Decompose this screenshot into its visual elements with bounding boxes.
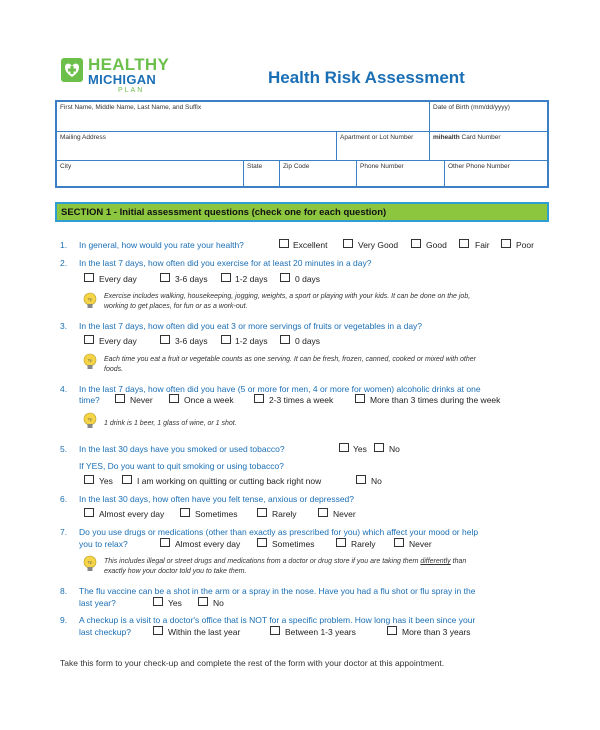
- logo-mark-icon: [61, 58, 83, 82]
- footer-instruction: Take this form to your check-up and complete the rest of the form with your doctor at this appointment.: [60, 658, 445, 668]
- q7-note-line1: [104, 557, 466, 567]
- q2-checkbox-every-day[interactable]: [84, 273, 94, 282]
- q3-checkbox-0-days[interactable]: [280, 335, 290, 344]
- q1-checkbox-good[interactable]: [411, 239, 421, 248]
- q7-note-text-end: than: [450, 558, 467, 565]
- q5-sub-option-quitting: I am working on quitting or cutting back right now: [137, 476, 322, 486]
- q1-text: In general, how would you rate your health?: [79, 240, 244, 250]
- city-field[interactable]: [57, 161, 244, 186]
- q3-note-line1: Each time you eat a fruit or vegetable counts as one serving. It can be fresh, frozen, canned, cooked or mixed with other: [104, 356, 476, 363]
- state-field[interactable]: [244, 161, 280, 186]
- q7-note-text: This includes illegal or street drugs and medications from a doctor or drug store if you are taking them: [104, 558, 421, 565]
- zip-label: Zip Code: [283, 163, 310, 170]
- q7-option-sometimes: Sometimes: [272, 539, 315, 549]
- apt-field[interactable]: [337, 132, 430, 161]
- q2-option-3-6-days: 3-6 days: [175, 274, 208, 284]
- dob-field[interactable]: [430, 102, 547, 132]
- q7-note-emphasis: differently: [420, 558, 451, 565]
- q5-sub-option-yes: Yes: [99, 476, 113, 486]
- q2-checkbox-1-2-days[interactable]: [221, 273, 231, 282]
- q2-checkbox-3-6-days[interactable]: [160, 273, 170, 282]
- state-label: State: [247, 163, 263, 170]
- q1-number: 1.: [60, 240, 68, 250]
- q8-option-no: No: [213, 598, 224, 608]
- q4-option-more-than-3: More than 3 times during the week: [370, 395, 501, 405]
- q1-checkbox-poor[interactable]: [501, 239, 511, 248]
- q7-checkbox-sometimes[interactable]: [257, 538, 267, 547]
- q3-checkbox-1-2-days[interactable]: [221, 335, 231, 344]
- q4-option-never: Never: [130, 395, 153, 405]
- q6-checkbox-sometimes[interactable]: [180, 508, 190, 517]
- q4-note: 1 drink is 1 beer, 1 glass of wine, or 1 shot.: [104, 420, 237, 427]
- q5-sub-text: If YES, Do you want to quit smoking or using tobacco?: [79, 461, 284, 471]
- q1-option-very-good: Very Good: [358, 240, 399, 250]
- q6-option-sometimes: Sometimes: [195, 509, 238, 519]
- q3-option-3-6-days: 3-6 days: [175, 336, 208, 346]
- q8-checkbox-yes[interactable]: [153, 597, 163, 606]
- q3-note-line2: foods.: [104, 366, 124, 373]
- q2-note-line1: Exercise includes walking, housekeeping, jogging, weights, a sport or playing with your kids. It can be done on the job,: [104, 293, 471, 300]
- svg-text:Tip: Tip: [87, 417, 93, 422]
- address-field[interactable]: [57, 132, 337, 161]
- logo-text-healthy: HEALTHY: [88, 55, 170, 74]
- q2-option-0-days: 0 days: [295, 274, 321, 284]
- q1-option-fair: Fair: [475, 240, 490, 250]
- q1-checkbox-excellent[interactable]: [279, 239, 289, 248]
- svg-text:Tip: Tip: [87, 358, 93, 363]
- q7-option-almost-every-day: Almost every day: [175, 539, 241, 549]
- q7-checkbox-almost-every-day[interactable]: [160, 538, 170, 547]
- name-label: First Name, Middle Name, Last Name, and Suffix: [60, 104, 202, 111]
- q5-sub-option-no: No: [371, 476, 382, 486]
- address-label: Mailing Address: [60, 134, 106, 141]
- dob-label: Date of Birth (mm/dd/yyyy): [433, 104, 510, 111]
- q6-option-never: Never: [333, 509, 356, 519]
- q8-option-yes: Yes: [168, 598, 182, 608]
- q3-checkbox-every-day[interactable]: [84, 335, 94, 344]
- card-label: Card Number: [459, 134, 501, 141]
- q5-number: 5.: [60, 444, 68, 454]
- lightbulb-icon: [83, 555, 97, 573]
- section-1-header: [55, 202, 549, 222]
- lightbulb-icon: [83, 353, 97, 371]
- apt-label: Apartment or Lot Number: [340, 134, 414, 141]
- q3-text: In the last 7 days, how often did you eat 3 or more servings of fruits or vegetables in a day?: [79, 321, 423, 331]
- section-1-title: SECTION 1 - Initial assessment questions (check one for each question): [61, 207, 387, 218]
- q4-checkbox-2-3-times[interactable]: [254, 394, 264, 403]
- q9-number: 9.: [60, 615, 68, 625]
- q5-text: In the last 30 days have you smoked or used tobacco?: [79, 444, 285, 454]
- q2-option-every-day: Every day: [99, 274, 137, 284]
- q7-option-rarely: Rarely: [351, 539, 376, 549]
- q7-text-line1: Do you use drugs or medications (other than exactly as prescribed for you) which affect your mood or help: [79, 527, 479, 537]
- card-label-bold: mihealth: [433, 134, 460, 141]
- q1-checkbox-very-good[interactable]: [343, 239, 353, 248]
- q1-option-excellent: Excellent: [293, 240, 328, 250]
- card-field[interactable]: [430, 132, 547, 161]
- q9-option-within-year: Within the last year: [168, 627, 241, 637]
- q7-checkbox-rarely[interactable]: [336, 538, 346, 547]
- city-label: City: [60, 163, 72, 170]
- q3-number: 3.: [60, 321, 68, 331]
- q4-text-line2: time?: [79, 395, 100, 405]
- q3-option-every-day: Every day: [99, 336, 137, 346]
- q6-option-rarely: Rarely: [272, 509, 297, 519]
- q5-sub-checkbox-no[interactable]: [356, 475, 366, 484]
- q1-option-good: Good: [426, 240, 447, 250]
- q8-checkbox-no[interactable]: [198, 597, 208, 606]
- q9-checkbox-within-year[interactable]: [153, 626, 163, 635]
- q5-option-no: No: [389, 444, 400, 454]
- phone-label: Phone Number: [360, 163, 404, 170]
- q2-option-1-2-days: 1-2 days: [235, 274, 268, 284]
- q5-option-yes: Yes: [353, 444, 367, 454]
- q5-checkbox-yes[interactable]: [339, 443, 349, 452]
- q8-number: 8.: [60, 586, 68, 596]
- q9-checkbox-more-than-3[interactable]: [387, 626, 397, 635]
- q6-option-almost-every-day: Almost every day: [99, 509, 165, 519]
- q5-sub-checkbox-quitting[interactable]: [122, 475, 132, 484]
- page-title: Health Risk Assessment: [268, 68, 465, 87]
- q7-text-line2: you to relax?: [79, 539, 128, 549]
- svg-text:Tip: Tip: [87, 560, 93, 565]
- q8-text-line2: last year?: [79, 598, 116, 608]
- q9-text-line2: last checkup?: [79, 627, 131, 637]
- q2-checkbox-0-days[interactable]: [280, 273, 290, 282]
- lightbulb-icon: [83, 412, 97, 430]
- q1-checkbox-fair[interactable]: [459, 239, 469, 248]
- q3-option-1-2-days: 1-2 days: [235, 336, 268, 346]
- q4-text-line1: In the last 7 days, how often did you have (5 or more for men, 4 or more for women) alcoholic drinks at one: [79, 384, 481, 394]
- phone-field[interactable]: [357, 161, 445, 186]
- q9-option-1-3-years: Between 1-3 years: [285, 627, 356, 637]
- q6-text: In the last 30 days, how often have you felt tense, anxious or depressed?: [79, 494, 355, 504]
- q1-option-poor: Poor: [516, 240, 534, 250]
- other-phone-label: Other Phone Number: [448, 163, 510, 170]
- q7-checkbox-never[interactable]: [394, 538, 404, 547]
- name-field[interactable]: [57, 102, 430, 132]
- q4-checkbox-never[interactable]: [115, 394, 125, 403]
- q2-text: In the last 7 days, how often did you exercise for at least 20 minutes in a day?: [79, 258, 372, 268]
- q4-option-once-a-week: Once a week: [184, 395, 234, 405]
- q9-checkbox-1-3-years[interactable]: [270, 626, 280, 635]
- q2-number: 2.: [60, 258, 68, 268]
- q6-checkbox-rarely[interactable]: [257, 508, 267, 517]
- q8-text-line1: The flu vaccine can be a shot in the arm or a spray in the nose. Have you had a flu shot or flu spray in the: [79, 586, 476, 596]
- q3-checkbox-3-6-days[interactable]: [160, 335, 170, 344]
- q7-option-never: Never: [409, 539, 432, 549]
- svg-text:Tip: Tip: [87, 297, 93, 302]
- logo-text-michigan: MICHIGAN: [88, 72, 157, 87]
- q6-checkbox-never[interactable]: [318, 508, 328, 517]
- logo-text-plan: PLAN: [118, 87, 145, 94]
- q5-sub-checkbox-yes[interactable]: [84, 475, 94, 484]
- member-info-grid: [55, 100, 549, 188]
- q6-checkbox-almost-every-day[interactable]: [84, 508, 94, 517]
- q7-number: 7.: [60, 527, 68, 537]
- other-phone-field[interactable]: [445, 161, 547, 186]
- q9-option-more-than-3: More than 3 years: [402, 627, 471, 637]
- q4-option-2-3-times: 2-3 times a week: [269, 395, 334, 405]
- q9-text-line1: A checkup is a visit to a doctor's office that is NOT for a specific problem. How long has it been since your: [79, 615, 476, 625]
- lightbulb-icon: [83, 292, 97, 310]
- q2-note-line2: working to get places, for fun or as a work-out.: [104, 303, 248, 310]
- q5-checkbox-no[interactable]: [374, 443, 384, 452]
- q6-number: 6.: [60, 494, 68, 504]
- q4-checkbox-once-a-week[interactable]: [169, 394, 179, 403]
- q3-option-0-days: 0 days: [295, 336, 321, 346]
- q4-number: 4.: [60, 384, 68, 394]
- zip-field[interactable]: [280, 161, 357, 186]
- q4-checkbox-more-than-3[interactable]: [355, 394, 365, 403]
- q7-note-line2: exactly how your doctor told you to take them.: [104, 568, 247, 575]
